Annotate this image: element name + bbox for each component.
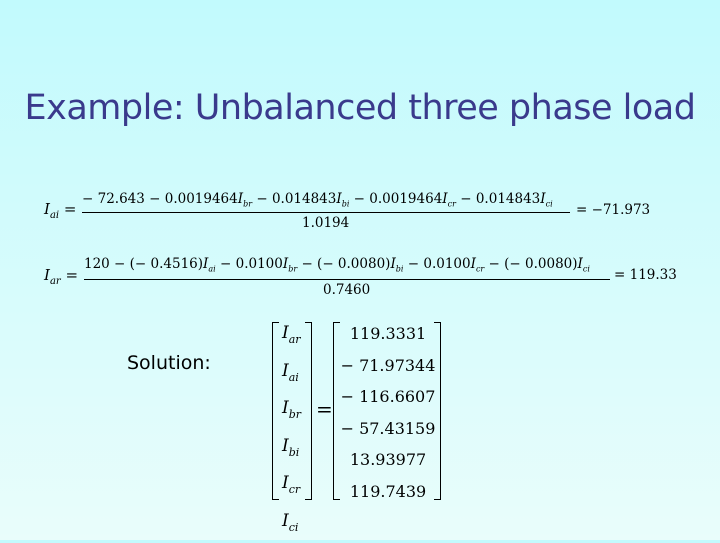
eq1-denominator: 1.0194 xyxy=(302,215,349,231)
solution-label: Solution: xyxy=(127,352,211,374)
eq2-num-part: ai xyxy=(208,265,215,274)
eq1-lhs xyxy=(44,200,76,221)
eq2-num-part: I xyxy=(471,256,476,272)
eq2-num-part: I xyxy=(578,256,583,272)
unknown-vector xyxy=(282,318,301,543)
eq2-lhs-symbol: I xyxy=(44,266,50,284)
value-entry: − 116.6607 xyxy=(338,381,438,413)
value-entry: − 71.97344 xyxy=(338,350,438,382)
eq1-num-part: cr xyxy=(448,200,456,209)
vector-entry: $I_{cr}$ xyxy=(282,468,301,506)
eq2-denominator: 0.7460 xyxy=(323,282,370,298)
eq1-lhs-equals: = xyxy=(64,200,77,218)
solution-values xyxy=(338,318,438,507)
eq1-result: = −71.973 xyxy=(576,202,650,218)
matrix-equals: = xyxy=(316,397,333,421)
eq1-numerator xyxy=(82,191,553,209)
eq2-lhs-sub: ar xyxy=(50,276,61,287)
eq2-numerator xyxy=(84,256,590,274)
vector-entry: $I_{ai}$ xyxy=(282,356,301,394)
eq1-num-part: − 72.643 − 0.0019464 xyxy=(82,191,238,207)
eq2-lhs-equals: = xyxy=(65,266,78,284)
vector-right-bracket xyxy=(305,322,312,500)
value-entry: 13.93977 xyxy=(338,444,438,476)
eq2-num-part: 120 − (− 0.4516) xyxy=(84,256,203,272)
value-entry: 119.3331 xyxy=(338,318,438,350)
vector-entry: $I_{bi}$ xyxy=(282,431,301,469)
eq2-num-part: I xyxy=(390,256,395,272)
value-entry: 119.7439 xyxy=(338,476,438,508)
value-entry: − 57.43159 xyxy=(338,413,438,445)
vector-entry: $I_{br}$ xyxy=(282,393,301,431)
eq1-lhs-sub: ai xyxy=(50,210,59,221)
eq2-num-part: − 0.0100 xyxy=(403,256,470,272)
eq1-num-part: − 0.0019464 xyxy=(349,191,442,207)
eq2-lhs xyxy=(44,266,78,287)
vector-entry: $I_{ci}$ xyxy=(282,506,301,543)
slide-title: Example: Unbalanced three phase load xyxy=(0,88,720,128)
eq1-num-part: bi xyxy=(342,200,350,209)
vector-entry: $I_{ar}$ xyxy=(282,318,301,356)
eq2-num-part: I xyxy=(203,256,208,272)
eq1-lhs-symbol: I xyxy=(44,200,50,218)
eq2-num-part: I xyxy=(283,256,288,272)
eq1-num-part: ci xyxy=(546,200,553,209)
eq2-num-part: ci xyxy=(583,265,590,274)
eq1-num-part: − 0.014843 xyxy=(456,191,540,207)
eq1-num-part: I xyxy=(540,191,545,207)
eq2-fraction-bar xyxy=(84,279,610,280)
eq2-result: = 119.33 xyxy=(614,267,677,283)
eq1-num-part: I xyxy=(238,191,243,207)
eq2-num-part: cr xyxy=(476,265,484,274)
eq2-num-part: − 0.0100 xyxy=(216,256,283,272)
eq2-num-part: br xyxy=(288,265,297,274)
eq2-num-part: − (− 0.0080) xyxy=(484,256,577,272)
eq1-num-part: I xyxy=(336,191,341,207)
eq1-num-part: br xyxy=(243,200,252,209)
eq2-num-part: bi xyxy=(396,265,404,274)
eq2-num-part: − (− 0.0080) xyxy=(297,256,390,272)
eq1-num-part: − 0.014843 xyxy=(252,191,336,207)
eq1-num-part: I xyxy=(442,191,447,207)
vector-left-bracket xyxy=(272,322,279,500)
eq1-fraction-bar xyxy=(82,212,570,213)
